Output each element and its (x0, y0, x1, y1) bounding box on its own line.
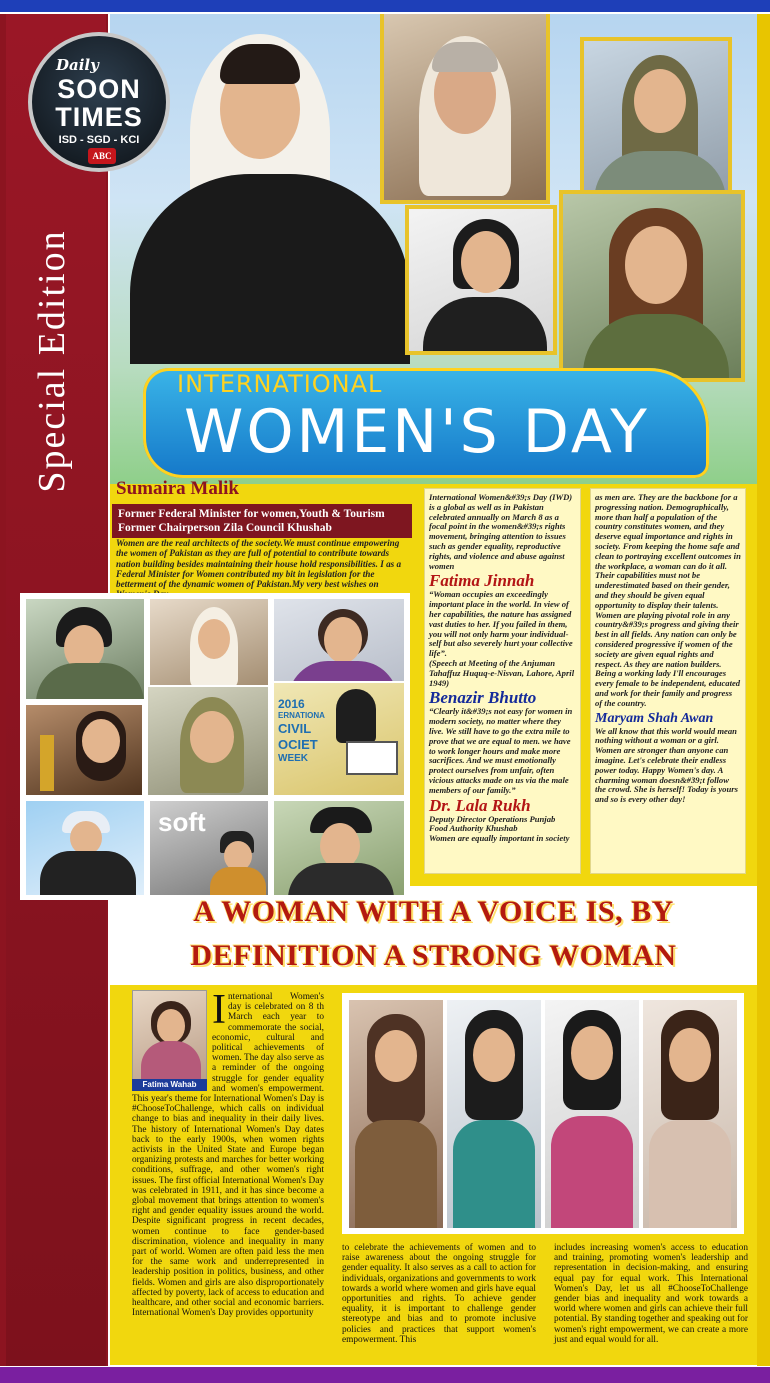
collage-photo-7 (148, 799, 270, 897)
collage-photo-4 (24, 703, 144, 797)
malik-title: Former Federal Minister for women,Youth & Tourism Former Chairperson Zila Council Khushab (112, 504, 412, 538)
logo-daily: Daily (56, 56, 99, 74)
fatima-jinnah-name: Fatima Jinnah (429, 571, 535, 591)
logo-times: TIMES (55, 102, 143, 132)
banner-title: WOMEN'S DAY (184, 397, 650, 467)
portrait-photo-3 (405, 205, 557, 355)
maryam-shah-awan-text: We all know that this world would mean nothing without a woman or a girl. Women are stronger than anyone can imagine. Let's celebrate their endless power today. Happy Women's day. A charming woman doesn&#39;t follow the crowd. She is herself! Today is yours and so is every other day! (595, 725, 738, 805)
strip-photo-1 (349, 1000, 443, 1228)
drop-cap: I (212, 987, 226, 1033)
logo-cities: ISD - SGD - KCI (58, 134, 140, 146)
poster-line-2: CIVIL (278, 721, 312, 736)
article-col1-text: nternational Women's day is celebrated on 8 th March each year to commemorate the social, economic, cultural and political achievements of women. The day also serve as a reminder of the ongoing struggle for gender equality and women's empowerment. This year's theme for International Women's Day is #ChooseToChallenge, which calls on individual change to bias and inequality in their daily lives. The history of International Women's Day dates back to the early 1900s, when women rights activists in the United State and Europe began organizing protests and marches for better working conditions, suffrage, and other women's right issues. The first official International Women's Day was celebrated in 1911, and it has since become a global movement that brings attention to women's right and gender equality issues around the world. Despite significant progress in recent decades, women continue to face gender-based discrimination, violence and inequality in many part of world. Women are often paid less the men for the same work and underrepresented in leadership position in politics, business, and other fields. Women and girls are also disproportionately affected by poverty, lack of access to education and healthcare, and other social and economic barriers. International Women's Day provides opportunity (132, 992, 324, 1319)
poster-line-1: ERNATIONA (278, 711, 325, 720)
fatima-jinnah-quote: “Woman occupies an exceedingly important place in the world. In view of her capabilities, the nature has assigned vast duties to her. If you failed in them, you will not only harm your individual-self but also severely hurt your collective life”. (429, 589, 573, 659)
strip-photo-3 (545, 1000, 639, 1228)
soon-times-logo (28, 32, 170, 172)
author-name: Fatima Wahab (132, 1079, 207, 1091)
logo-soon: SOON (57, 74, 141, 104)
collage-photo-officer (272, 799, 406, 897)
headline-line-1: A WOMAN WITH A VOICE IS, BY (193, 895, 674, 928)
article-column-2: to celebrate the achievements of women and to raise awareness about the ongoing struggle for gender equality. It also serves as a call to action for individuals, organizations and governments to work towards a world where women and girls have equal opportunities and rights. To achieve gender equality, it is important to challenge gender stereotype and bias and to promote inclusive policies and practices that support women's empowerment. This (342, 1243, 536, 1345)
lala-rukh-title: Deputy Director Operations Punjab Food Authority Khushab (429, 813, 556, 834)
lala-rukh-continued: as men are. They are the backbone for a progressing nation. Demographically, more than half a population of the country constitutes women, and they deserve equal importance and rights in society. From keeping the home safe and clean to portraying excellent outcomes in the workplace, a woman can do it all. Their capabilities must not be underestimated based on their gender, and they should be given equal opportunity to display their talents. Women are playing pivotal role in any country&#39;s progress and giving their best in all fields. Any nation can only be considered progressive if women of the society are given equal rights and respect. As they are nation builders. Being a working lady I'll encourages every female to be independent, educated and work for their family and progress of the country. (595, 492, 741, 708)
quotes-column-2 (590, 488, 746, 874)
special-edition-label: Special Edition (31, 229, 73, 493)
collage-photo-pilot (24, 597, 146, 701)
portrait-photo-4 (559, 190, 745, 382)
article-column-3: includes increasing women's access to education and training, promoting women's leadership and representation in decision-making, and ensuring equal pay for equal work. This International Women's Day, let us all #ChooseToChallenge gender bias and inequality and work towards a world where women and girls can achieve their full potential. By standing together and speaking out for women's right empowerment, we can create a more just and equal would for all. (554, 1243, 748, 1345)
banner-subtitle: INTERNATIONAL (177, 370, 383, 398)
benazir-bhutto-name: Benazir Bhutto (429, 688, 537, 708)
poster-year: 2016 (278, 697, 305, 711)
poster-line-3: OCIET (278, 737, 318, 752)
maryam-shah-awan-name: Maryam Shah Awan (595, 710, 714, 726)
iwd-intro: International Women&#39;s Day (IWD) is a global as well as in Pakistan celebrated annually on March 8 as a focal point in the women&#39;s rights movement, bringing attention to issues such as gender equality, reproductive rights, and violence and abuse against women (429, 492, 573, 571)
fatima-jinnah-source: (Speech at Meeting of the Anjuman Tahaffuz Huquq-e-Nisvan, Lahore, April 1949) (429, 657, 575, 688)
portrait-photo-1 (380, 14, 550, 204)
malik-name: Sumaira Malik (116, 478, 239, 499)
four-portrait-strip (342, 993, 744, 1234)
malik-message: Women are the real architects of the society.We must continue empowering the women of Pakistan as they are full of potential to contribute towards nation building besides maintaining their house hold responsibilities. I as a Federal Minister for Women contributed my bit in legislation for the betterment of the dynamic women of Pakistan.My very best wishes on (116, 538, 402, 590)
portrait-photo-2 (580, 37, 732, 211)
headline-line-2: DEFINITION A STRONG WOMAN (190, 939, 677, 972)
abc-badge: ABC (88, 148, 116, 164)
strip-photo-4 (643, 1000, 737, 1228)
lala-rukh-text: Women are equally important in society (429, 833, 570, 844)
bottom-color-bar (0, 1367, 770, 1383)
author-photo (132, 990, 207, 1090)
photo-collage (20, 593, 410, 900)
sign-text: soft (158, 807, 206, 837)
collage-poster-photo (272, 681, 406, 797)
strip-photo-2 (447, 1000, 541, 1228)
lala-rukh-name: Dr. Lala Rukh (429, 795, 531, 815)
collage-photo-5 (146, 685, 270, 797)
headline (110, 890, 757, 985)
poster-line-4: WEEK (278, 753, 308, 764)
quotes-column-1 (424, 488, 581, 874)
right-yellow-band (757, 14, 770, 1366)
collage-photo-skier (24, 799, 146, 897)
benazir-bhutto-quote: “Clearly it&#39;s not easy for women in modern society, no matter where they live. We still have to go the extra mile to prove that we are equal to men. we have to work longer hours and make more sacrifices. And we must emotionally protect ourselves from unfair, often vicious attacks made on us via the male members of our family.” (429, 706, 573, 795)
top-color-bar (0, 0, 770, 12)
